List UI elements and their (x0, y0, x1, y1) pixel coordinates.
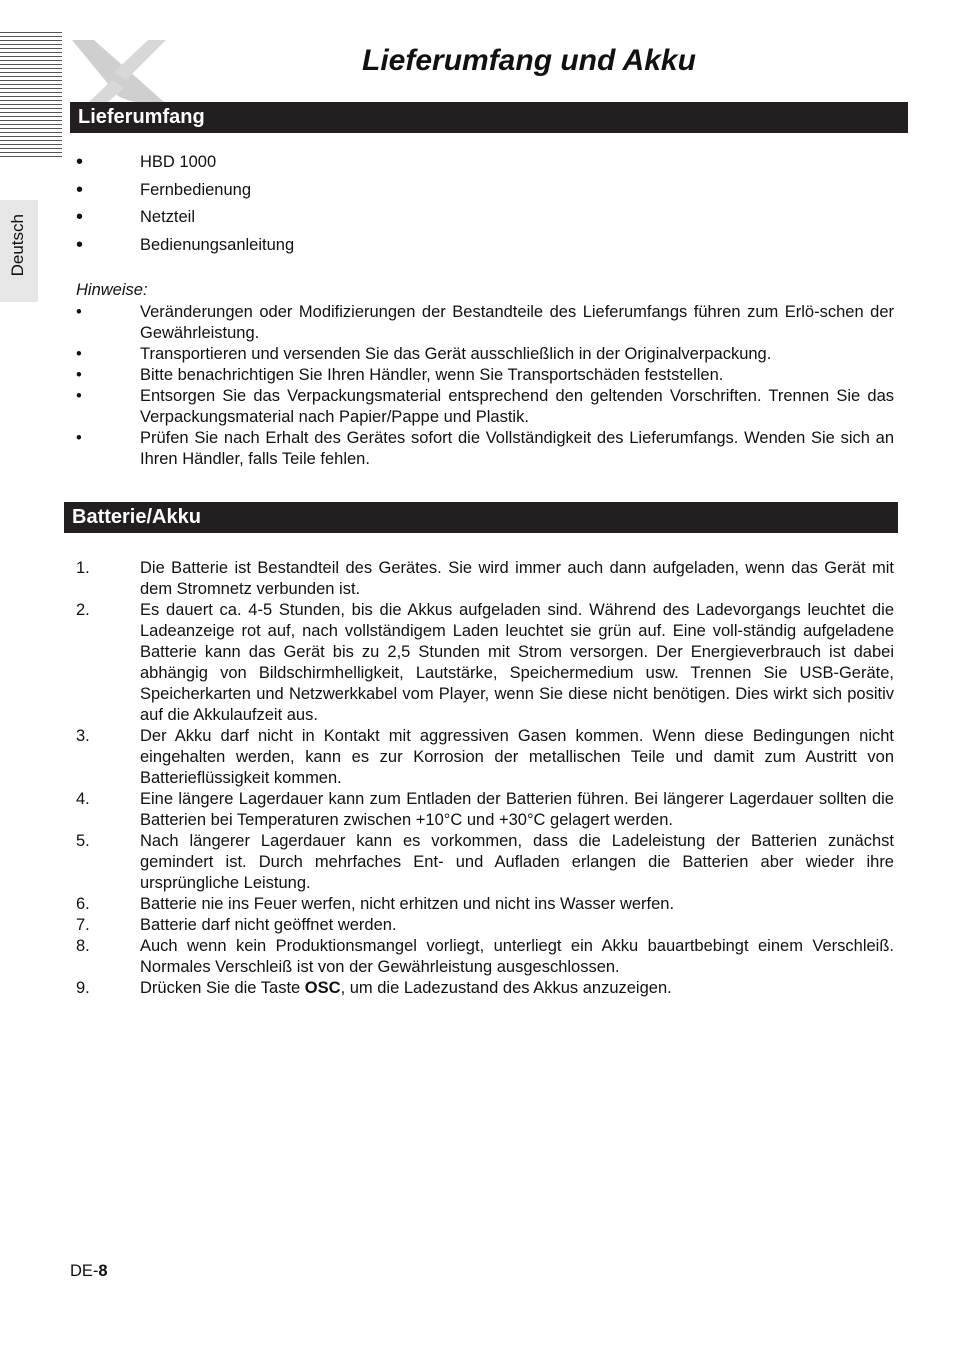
item-number: 4. (76, 790, 90, 808)
list-item (76, 365, 894, 386)
list-item-text: Auch wenn kein Produktionsmangel vorliegt, unterliegt ein Akku bauartbebingt einem Verschleiß. Normales Verschleiß ist von der Gewährleistung ausgeschlossen. (140, 937, 894, 976)
list-item-text: Bitte benachrichtigen Sie Ihren Händler, wenn Sie Transportschäden feststellen. (140, 366, 724, 384)
page-number (70, 1262, 108, 1281)
header-stripes-decoration (0, 32, 62, 160)
list-item-text: Eine längere Lagerdauer kann zum Entladen der Batterien führen. Bei längerer Lagerdauer sollten die Batterien bei Temperaturen zwischen +10°C und +30°C gelagert werden. (140, 790, 894, 829)
list-item (76, 789, 894, 831)
list-item (76, 894, 894, 915)
bullet: • (76, 151, 84, 173)
list-item-text: Bedienungsanleitung (140, 235, 295, 254)
list-item-text: Nach längerer Lagerdauer kann es vorkommen, dass die Ladeleistung der Batterien zunächst gemindert ist. Durch mehrfaches Ent- und Aufladen erlangen die Batterien aber wieder ihre ursprüngliche Leistung. (140, 832, 894, 892)
heading-fade-decoration (868, 102, 908, 133)
list-item-text: Batterie darf nicht geöffnet werden. (140, 916, 397, 934)
bullet: • (76, 345, 82, 363)
list-item (76, 831, 894, 894)
list-item (76, 915, 894, 936)
list-item-text: HBD 1000 (140, 153, 217, 171)
notes-heading: Hinweise: (76, 281, 148, 299)
list-item (76, 207, 894, 235)
list-item-text (140, 978, 894, 999)
list-item (76, 344, 894, 365)
list-item (76, 235, 894, 263)
list-item-text: Die Batterie ist Bestandteil des Gerätes. Sie wird immer auch dann aufgeladen, wenn das Gerät mit dem Stromnetz verbunden ist. (140, 559, 894, 598)
bullet: • (76, 206, 84, 229)
bullet: • (76, 233, 84, 256)
section-heading-batterie (64, 502, 898, 533)
bullet: • (76, 303, 82, 321)
list-item-text: Prüfen Sie nach Erhalt des Gerätes sofort die Vollständigkeit des Lieferumfangs. Wenden Sie sich an Ihren Händler, falls Teile fehlen. (140, 429, 894, 468)
bullet: • (76, 429, 82, 447)
text-before: Drücken Sie die Taste (140, 979, 305, 997)
list-item (76, 386, 894, 428)
list-item (76, 558, 894, 600)
page-number-value: 8 (98, 1262, 108, 1280)
list-item (76, 600, 894, 726)
item-number: 3. (76, 727, 90, 745)
list-item-text: Entsorgen Sie das Verpackungsmaterial entsprechend den geltenden Vorschriften. Trennen Sie das Verpackungsmaterial nach Papier/Pappe und Plastik. (140, 387, 894, 426)
page-prefix: DE- (70, 1262, 99, 1280)
list-item (76, 978, 894, 999)
list-item (76, 428, 894, 470)
list-item-text: Der Akku darf nicht in Kontakt mit aggressiven Gasen kommen. Wenn diese Bedingungen nicht eingehalten werden, kann es zur Korrosion der metallischen Teile und damit zum Austritt von Batterieflüssigkeit kommen. (140, 727, 894, 787)
language-side-tab (0, 200, 38, 302)
item-number: 1. (76, 559, 90, 577)
bullet: • (76, 387, 82, 405)
list-item-text: Es dauert ca. 4-5 Stunden, bis die Akkus aufgeladen sind. Während des Ladevorgangs leuchtet die Ladeanzeige rot auf, nach vollständigem Laden leuchtet sie grün auf. Eine voll-ständig aufgeladene Batterie kann das Gerät bis zu 2,5 Stunden mit Strom versorgen. Der Energieverbrauch ist dabei abhängig von Bildschirmhelligkeit, Lautstärke, Speichermedium usw. Trennen Sie USB-Geräte, Speicherkarten und Netzwerkkabel vom Player, wenn Sie diese nicht benötigen. Dies wirkt sich positiv auf die Akkulaufzeit aus. (140, 601, 894, 724)
list-item (76, 152, 894, 180)
text-after: , um die Ladezustand des Akkus anzuzeigen. (340, 979, 672, 997)
section-heading-text: Batterie/Akku (72, 506, 201, 528)
list-item-text: Batterie nie ins Feuer werfen, nicht erhitzen und nicht ins Wasser werfen. (140, 895, 675, 913)
bullet: • (76, 366, 82, 384)
list-item (76, 180, 894, 208)
list-item-text: Netzteil (140, 208, 196, 227)
item-number: 2. (76, 601, 90, 619)
item-number: 6. (76, 895, 90, 913)
list-item (76, 302, 894, 344)
list-item-text: Veränderungen oder Modifizierungen der Bestandteile des Lieferumfangs führen zum Erlö-schen der Gewährleistung. (140, 303, 894, 342)
page-title: Lieferumfang und Akku (362, 44, 696, 77)
section-heading-lieferumfang (70, 102, 908, 133)
heading-fade-decoration (858, 502, 898, 533)
battery-list (76, 558, 894, 999)
contents-list (76, 152, 894, 262)
list-item (76, 726, 894, 789)
list-item-text: Transportieren und versenden Sie das Gerät ausschließlich in der Originalverpackung. (140, 345, 772, 363)
item-number: 8. (76, 937, 90, 955)
item-number: 7. (76, 916, 90, 934)
section-heading-text: Lieferumfang (78, 106, 205, 128)
bullet: • (76, 178, 84, 201)
list-item-text: Fernbedienung (140, 180, 252, 199)
item-number: 5. (76, 832, 90, 850)
item-number: 9. (76, 979, 90, 997)
language-label: Deutsch (8, 214, 27, 277)
notes-list (76, 302, 894, 470)
osc-key-label: OSC (304, 979, 341, 997)
list-item (76, 936, 894, 978)
